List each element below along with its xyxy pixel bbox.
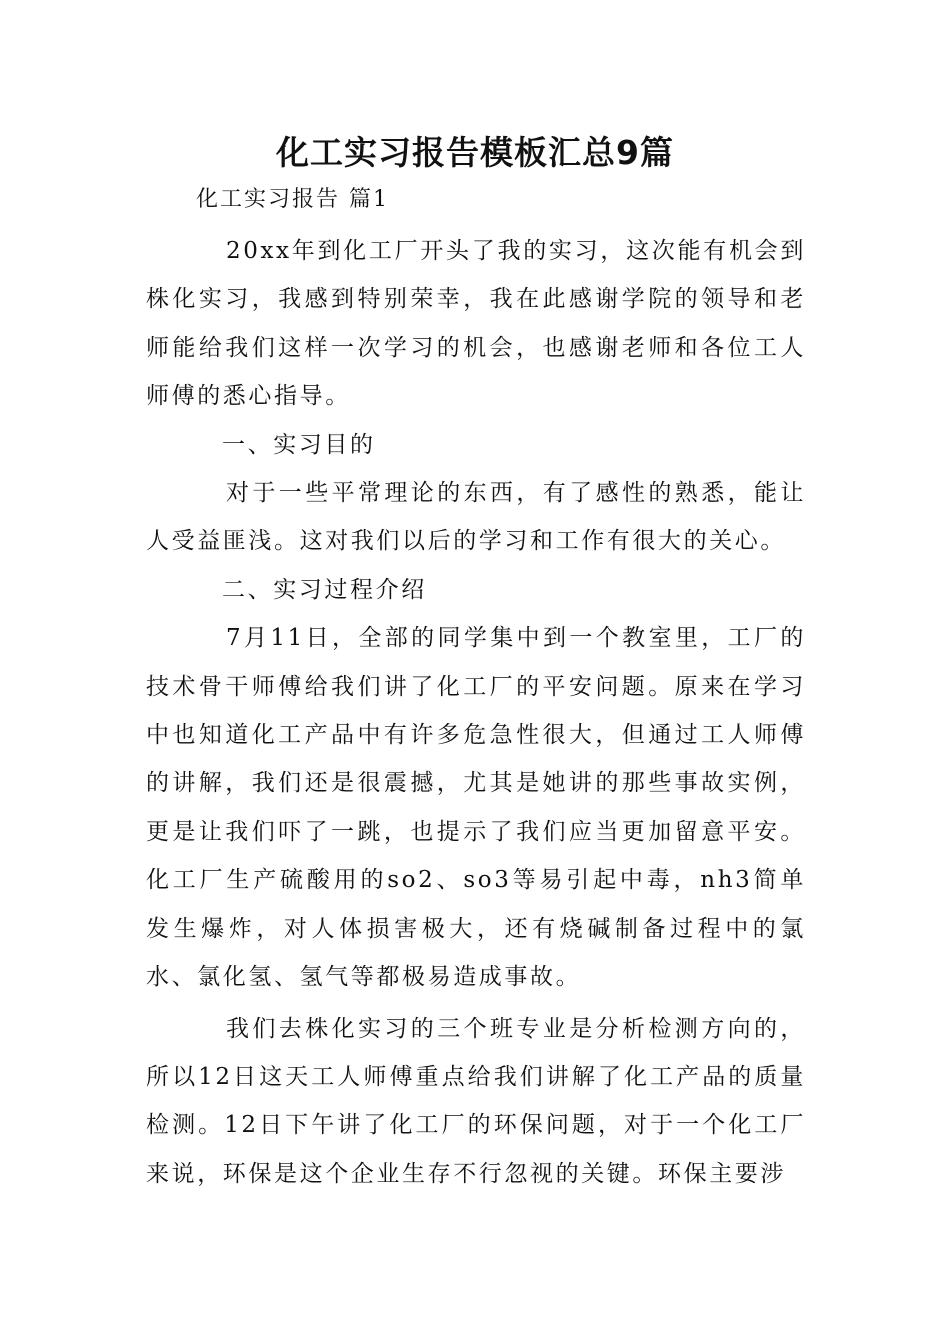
paragraph-quality: 我们去株化实习的三个班专业是分析检测方向的，所以12日这天工人师傅重点给我们讲解了化工产品的质量检测。12日下午讲了化工厂的环保问题，对于一个化工厂来说，环保是这个企业生存不行忽视的关键。环保主要涉 — [146, 1015, 806, 1187]
paragraph-safety: 7月11日，全部的同学集中到一个教室里，工厂的技术骨干师傅给我们讲了化工厂的平安问题。原来在学习中也知道化工产品中有许多危急性很大，但通过工人师傅的讲解，我们还是很震撼，尤其是她讲的那些事故实例，更是让我们吓了一跳，也提示了我们应当更加留意平安。化工厂生产硫酸用的so2、so3等易引起中毒，nh3简单发生爆炸，对人体损害极大，还有烧碱制备过程中的氯水、氯化氢、氢气等都极易造成事故。 — [146, 625, 806, 991]
heading-purpose: 一、实习目的 — [222, 431, 376, 458]
paragraph-purpose: 对于一些平常理论的东西，有了感性的熟悉，能让人受益匪浅。这对我们以后的学习和工作有很大的关心。 — [146, 480, 806, 555]
document-body — [146, 227, 806, 1198]
paragraph-intro: 20xx年到化工厂开头了我的实习，这次能有机会到株化实习，我感到特别荣幸，我在此感谢学院的领导和老师能给我们这样一次学习的机会，也感谢老师和各位工人师傅的悉心指导。 — [146, 238, 806, 410]
heading-process: 二、实习过程介绍 — [222, 576, 427, 603]
document-title: 化工实习报告模板汇总9篇 — [276, 133, 674, 172]
section-subtitle: 化工实习报告 篇1 — [196, 187, 389, 212]
